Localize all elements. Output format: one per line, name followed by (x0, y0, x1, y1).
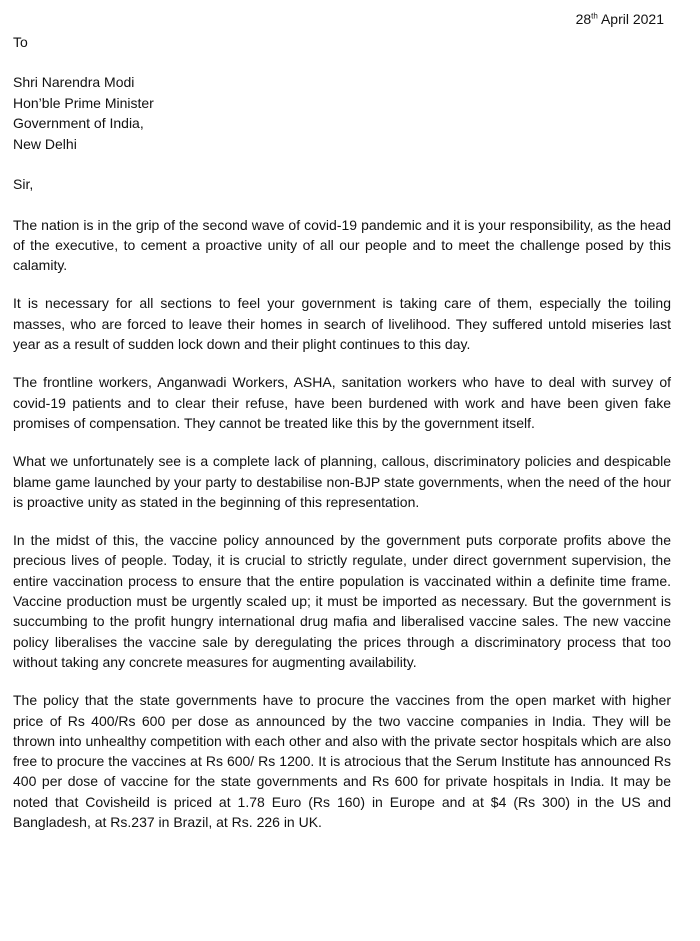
paragraph-2: It is necessary for all sections to feel your government is taking care of them, especially the toiling masses, who are forced to leave their homes in search of livelihood. They suffered untold miseries last year as a result of sudden lock down and their plight continues to this day. (13, 295, 671, 353)
date-month-year: April 2021 (600, 11, 664, 27)
paragraph-3: The frontline workers, Anganwadi Workers, ASHA, sanitation workers who have to deal with survey of covid-19 patients and to clear their refuse, have been burdened with work and have been given fake promises of compensation. They cannot be treated like this by the government itself. (13, 374, 671, 431)
date-day: 28 (575, 11, 592, 27)
addressee-block (13, 72, 671, 154)
paragraph-6: The policy that the state governments have to procure the vaccines from the open market with higher price of Rs 400/Rs 600 per dose as announced by the two vaccine companies in India. They will be thrown into unhealthy competition with each other and also with the private sector hospitals which are also free to procure the vaccines at Rs 600/ Rs 1200. It is atrocious that the Serum Institute has announced Rs 400 per dose of vaccine for the state governments and Rs 600 for private hospitals in India. It may be noted that Covisheild is priced at 1.78 Euro (Rs 160) in Europe and at $4 (Rs 300) in the US and Bangladesh, at Rs.237 in Brazil, at Rs. 226 in UK. (13, 692, 671, 831)
salutation: Sir, (13, 176, 34, 193)
addressee-title: Hon’ble Prime Minister (13, 94, 154, 111)
addressee-name: Shri Narendra Modi (13, 74, 135, 91)
letter-body (13, 32, 671, 832)
letter-date (576, 10, 664, 28)
paragraph-5: In the midst of this, the vaccine policy announced by the government puts corporate profits above the precious lives of people. Today, it is crucial to strictly regulate, under direct government supervision, the entire vaccination process to ensure that the entire population is vaccinated within a definite time frame. Vaccine production must be urgently scaled up; it must be imported as necessary. But the government is succumbing to the profit hungry international drug mafia and liberalised vaccine sales. The new vaccine policy liberalises the vaccine sale by deregulating the prices through a discriminatory process that too without taking any concrete measures for augmenting availability. (13, 532, 671, 670)
paragraph-4: What we unfortunately see is a complete lack of planning, callous, discriminatory policies and despicable blame game launched by your party to destabilise non-BJP state governments, when the need of the hour is proactive unity as stated in the beginning of this representation. (13, 453, 671, 510)
to-label: To (13, 34, 28, 50)
date-suffix: th (591, 11, 598, 21)
paragraph-1: The nation is in the grip of the second wave of covid-19 pandemic and it is your responsibility, as the head of the executive, to cement a proactive unity of all our people and to meet the challenge posed by this calamity. (13, 216, 671, 274)
addressee-organization: Government of India, (13, 115, 144, 132)
addressee-city: New Delhi (13, 135, 77, 152)
